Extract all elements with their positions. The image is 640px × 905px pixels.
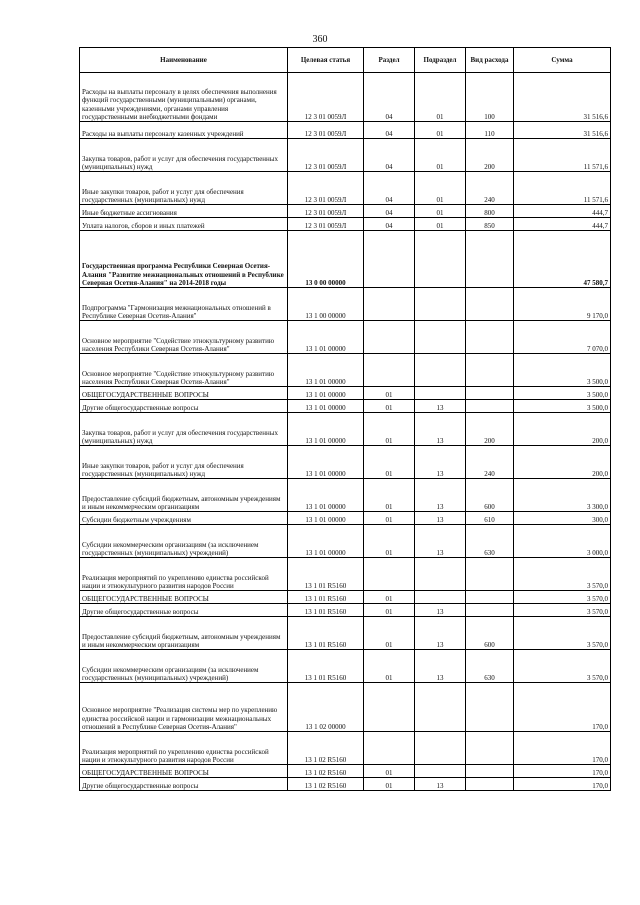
table-row (80, 387, 611, 400)
row-article: 13 1 01 00000 (288, 413, 364, 446)
row-expense-type (466, 400, 514, 413)
row-section (364, 558, 415, 591)
row-amount: 11 571,6 (514, 172, 611, 205)
row-subsection (415, 288, 466, 321)
row-subsection: 13 (415, 604, 466, 617)
row-amount: 444,7 (514, 218, 611, 231)
row-section: 04 (364, 172, 415, 205)
row-amount: 9 170,0 (514, 288, 611, 321)
header-amount: Сумма (514, 48, 611, 73)
row-amount: 3 300,0 (514, 479, 611, 512)
table-row (80, 732, 611, 765)
row-expense-type (466, 231, 514, 288)
row-section: 01 (364, 525, 415, 558)
row-section (364, 683, 415, 732)
table-row (80, 525, 611, 558)
row-article: 13 1 01 00000 (288, 479, 364, 512)
row-name: Расходы на выплаты персоналу казенных учреждений (80, 122, 288, 139)
row-name: Предоставление субсидий бюджетным, автономным учреждениям и иным некоммерческим организациям (80, 479, 288, 512)
row-expense-type: 630 (466, 650, 514, 683)
table-row (80, 73, 611, 122)
row-section: 01 (364, 650, 415, 683)
row-subsection: 13 (415, 413, 466, 446)
row-amount: 3 500,0 (514, 387, 611, 400)
row-name: Расходы на выплаты персоналу в целях обеспечения выполнения функций государственными (муниципальными) органами, казенными учреждениями, органами управления государственными внебюджетными фондами (80, 73, 288, 122)
row-subsection: 13 (415, 617, 466, 650)
row-subsection (415, 321, 466, 354)
row-subsection: 13 (415, 525, 466, 558)
row-subsection (415, 558, 466, 591)
row-amount: 31 516,6 (514, 122, 611, 139)
table-row (80, 650, 611, 683)
row-expense-type: 630 (466, 525, 514, 558)
row-name: Иные закупки товаров, работ и услуг для обеспечения государственных (муниципальных) нужд (80, 172, 288, 205)
table-row (80, 354, 611, 387)
table-row (80, 321, 611, 354)
row-article: 13 1 01 00000 (288, 321, 364, 354)
row-amount: 3 000,0 (514, 525, 611, 558)
row-name: Субсидии некоммерческим организациям (за исключением государственных (муниципальных) учреждений) (80, 650, 288, 683)
row-section (364, 321, 415, 354)
row-expense-type: 610 (466, 512, 514, 525)
row-amount: 170,0 (514, 778, 611, 791)
table-row (80, 558, 611, 591)
table-body (80, 73, 611, 791)
row-subsection: 13 (415, 400, 466, 413)
row-article: 13 1 01 R5160 (288, 591, 364, 604)
table-row (80, 139, 611, 172)
row-subsection (415, 231, 466, 288)
row-amount: 47 580,7 (514, 231, 611, 288)
row-amount: 7 070,0 (514, 321, 611, 354)
row-name: Основное мероприятие "Содействие этнокультурному развитию населения Республики Северная Осетия-Алания" (80, 354, 288, 387)
row-expense-type: 240 (466, 446, 514, 479)
row-article: 12 3 01 0059Л (288, 218, 364, 231)
row-amount: 444,7 (514, 205, 611, 218)
row-article: 13 1 01 R5160 (288, 650, 364, 683)
row-amount: 3 570,0 (514, 604, 611, 617)
row-name: Реализация мероприятий по укреплению единства российской нации и этнокультурного развития народов России (80, 558, 288, 591)
row-section (364, 732, 415, 765)
row-article: 13 1 02 00000 (288, 683, 364, 732)
row-article: 12 3 01 0059Л (288, 172, 364, 205)
row-expense-type (466, 354, 514, 387)
row-article: 12 3 01 0059Л (288, 73, 364, 122)
row-subsection: 01 (415, 218, 466, 231)
row-subsection: 01 (415, 73, 466, 122)
row-expense-type: 600 (466, 479, 514, 512)
row-name: Субсидии бюджетным учреждениям (80, 512, 288, 525)
row-expense-type (466, 288, 514, 321)
table-row (80, 205, 611, 218)
row-section: 04 (364, 122, 415, 139)
table-row (80, 446, 611, 479)
row-name: Иные закупки товаров, работ и услуг для обеспечения государственных (муниципальных) нужд (80, 446, 288, 479)
row-name: Другие общегосударственные вопросы (80, 400, 288, 413)
row-section: 01 (364, 617, 415, 650)
row-article: 13 1 01 R5160 (288, 617, 364, 650)
header-expense-type: Вид расхода (466, 48, 514, 73)
row-article: 13 1 01 R5160 (288, 604, 364, 617)
row-section: 01 (364, 413, 415, 446)
row-name: Подпрограмма "Гармонизация межнациональных отношений в Республике Северная Осетия-Алания" (80, 288, 288, 321)
row-section: 04 (364, 218, 415, 231)
row-expense-type: 600 (466, 617, 514, 650)
row-subsection (415, 732, 466, 765)
row-section: 01 (364, 512, 415, 525)
row-name: Уплата налогов, сборов и иных платежей (80, 218, 288, 231)
table-row (80, 591, 611, 604)
row-article: 13 1 00 00000 (288, 288, 364, 321)
budget-table (79, 47, 611, 791)
row-section: 01 (364, 400, 415, 413)
row-subsection: 13 (415, 650, 466, 683)
row-amount: 3 570,0 (514, 591, 611, 604)
row-expense-type (466, 778, 514, 791)
row-subsection (415, 354, 466, 387)
row-expense-type: 200 (466, 139, 514, 172)
row-section: 04 (364, 139, 415, 172)
page-number: 360 (312, 34, 328, 45)
row-section: 04 (364, 205, 415, 218)
row-name: Закупка товаров, работ и услуг для обеспечения государственных (муниципальных) нужд (80, 139, 288, 172)
row-expense-type (466, 591, 514, 604)
row-expense-type: 800 (466, 205, 514, 218)
row-amount: 170,0 (514, 765, 611, 778)
row-section (364, 231, 415, 288)
table-row (80, 617, 611, 650)
row-subsection: 13 (415, 479, 466, 512)
row-name: Другие общегосударственные вопросы (80, 604, 288, 617)
row-section: 01 (364, 765, 415, 778)
table-row (80, 231, 611, 288)
row-section: 01 (364, 479, 415, 512)
row-amount: 11 571,6 (514, 139, 611, 172)
table-row (80, 604, 611, 617)
row-name: Основное мероприятие "Содействие этнокультурному развитию населения Республики Северная Осетия-Алания" (80, 321, 288, 354)
table-row (80, 479, 611, 512)
row-amount: 31 516,6 (514, 73, 611, 122)
table-row (80, 218, 611, 231)
row-name: Основное мероприятие "Реализация системы мер по укреплению единства российской нации и гармонизации межнациональных отношений в Республике Северная Осетия-Алания" (80, 683, 288, 732)
row-subsection: 13 (415, 778, 466, 791)
row-article: 13 1 01 00000 (288, 387, 364, 400)
row-expense-type: 100 (466, 73, 514, 122)
table-row (80, 400, 611, 413)
header-subsection: Подраздел (415, 48, 466, 73)
row-subsection: 13 (415, 446, 466, 479)
row-name: ОБЩЕГОСУДАРСТВЕННЫЕ ВОПРОСЫ (80, 387, 288, 400)
row-section (364, 354, 415, 387)
table-header (80, 48, 611, 73)
row-name: Реализация мероприятий по укреплению единства российской нации и этнокультурного развития народов России (80, 732, 288, 765)
row-subsection: 01 (415, 205, 466, 218)
row-article: 13 1 01 R5160 (288, 558, 364, 591)
header-section: Раздел (364, 48, 415, 73)
row-article: 13 1 02 R5160 (288, 732, 364, 765)
row-amount: 3 500,0 (514, 400, 611, 413)
row-amount: 300,0 (514, 512, 611, 525)
row-section: 01 (364, 604, 415, 617)
row-subsection (415, 387, 466, 400)
row-expense-type (466, 321, 514, 354)
row-section: 01 (364, 778, 415, 791)
row-expense-type: 850 (466, 218, 514, 231)
row-name: Закупка товаров, работ и услуг для обеспечения государственных (муниципальных) нужд (80, 413, 288, 446)
row-section: 01 (364, 446, 415, 479)
row-subsection (415, 683, 466, 732)
row-section: 01 (364, 387, 415, 400)
row-name: Субсидии некоммерческим организациям (за исключением государственных (муниципальных) учреждений) (80, 525, 288, 558)
row-expense-type (466, 683, 514, 732)
row-name: Государственная программа Республики Северная Осетия-Алания "Развитие межнациональных отношений в Республике Северная Осетия-Алания" на 2014-2018 годы (80, 231, 288, 288)
row-expense-type: 240 (466, 172, 514, 205)
row-amount: 3 500,0 (514, 354, 611, 387)
row-amount: 200,0 (514, 446, 611, 479)
row-article: 12 3 01 0059Л (288, 205, 364, 218)
row-article: 13 1 02 R5160 (288, 778, 364, 791)
row-amount: 3 570,0 (514, 650, 611, 683)
row-amount: 170,0 (514, 732, 611, 765)
table-row (80, 122, 611, 139)
row-subsection: 01 (415, 172, 466, 205)
row-subsection: 13 (415, 512, 466, 525)
row-name: Иные бюджетные ассигнования (80, 205, 288, 218)
row-expense-type (466, 604, 514, 617)
header-article: Целевая статья (288, 48, 364, 73)
row-article: 13 1 02 R5160 (288, 765, 364, 778)
row-article: 12 3 01 0059Л (288, 122, 364, 139)
row-article: 13 1 01 00000 (288, 354, 364, 387)
table-row (80, 683, 611, 732)
row-article: 13 1 01 00000 (288, 525, 364, 558)
row-amount: 3 570,0 (514, 617, 611, 650)
row-expense-type: 200 (466, 413, 514, 446)
row-expense-type (466, 765, 514, 778)
row-name: Другие общегосударственные вопросы (80, 778, 288, 791)
row-expense-type: 110 (466, 122, 514, 139)
header-name: Наименование (80, 48, 288, 73)
row-article: 12 3 01 0059Л (288, 139, 364, 172)
row-article: 13 1 01 00000 (288, 400, 364, 413)
row-amount: 3 570,0 (514, 558, 611, 591)
table-row (80, 413, 611, 446)
row-section (364, 288, 415, 321)
table-row (80, 172, 611, 205)
row-subsection (415, 765, 466, 778)
row-amount: 200,0 (514, 413, 611, 446)
row-amount: 170,0 (514, 683, 611, 732)
table-row (80, 778, 611, 791)
row-name: ОБЩЕГОСУДАРСТВЕННЫЕ ВОПРОСЫ (80, 591, 288, 604)
row-expense-type (466, 732, 514, 765)
table-row (80, 512, 611, 525)
row-name: Предоставление субсидий бюджетным, автономным учреждениям и иным некоммерческим организациям (80, 617, 288, 650)
row-name: ОБЩЕГОСУДАРСТВЕННЫЕ ВОПРОСЫ (80, 765, 288, 778)
table-row (80, 765, 611, 778)
row-subsection: 01 (415, 139, 466, 172)
row-section: 01 (364, 591, 415, 604)
row-subsection (415, 591, 466, 604)
row-expense-type (466, 558, 514, 591)
row-article: 13 1 01 00000 (288, 446, 364, 479)
row-subsection: 01 (415, 122, 466, 139)
row-article: 13 0 00 00000 (288, 231, 364, 288)
table-row (80, 288, 611, 321)
row-expense-type (466, 387, 514, 400)
row-article: 13 1 01 00000 (288, 512, 364, 525)
row-section: 04 (364, 73, 415, 122)
